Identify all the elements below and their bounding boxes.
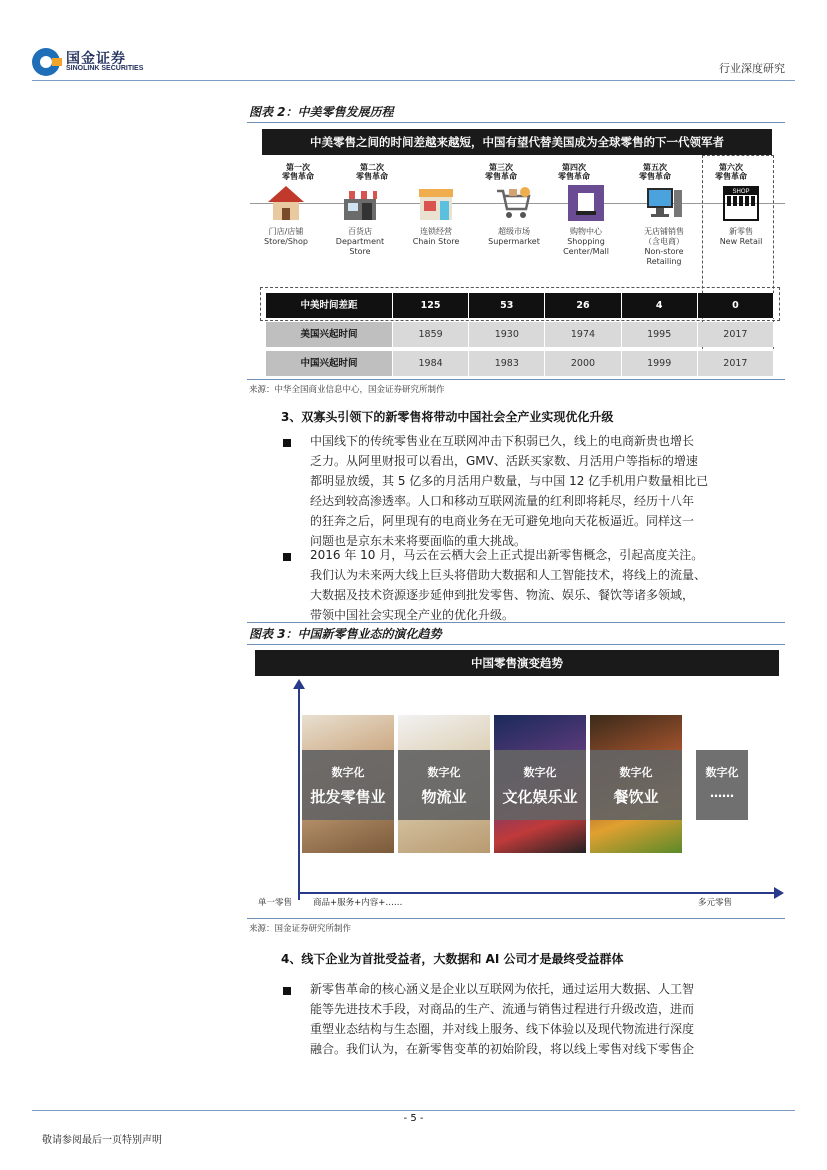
table-cell: 1974	[545, 322, 621, 347]
stage-name: 门店/店铺 Store/Shop	[264, 227, 308, 246]
y-axis-arrow-icon	[293, 679, 305, 689]
logo-text-cn: 国金证券	[66, 51, 126, 67]
table-cell: 125	[393, 293, 469, 318]
stage-label: 第四次 零售革命	[558, 163, 590, 181]
computer-icon	[644, 183, 684, 223]
table-cell: 1930	[469, 322, 545, 347]
stage-name: 无店铺销售 （含电商） Non-store Retailing	[644, 227, 684, 266]
table-cell: 2017	[698, 322, 774, 347]
table-row	[266, 293, 774, 318]
category-prefix: 数字化	[619, 766, 653, 779]
logo-text-en: SINOLINK SECURITIES	[66, 65, 144, 72]
stage-department-store	[324, 163, 396, 257]
x-axis-left-label: 单一零售	[258, 898, 293, 908]
x-axis-mid-label: 商品+服务+内容+……	[313, 898, 403, 908]
shopping-cart-icon	[494, 183, 534, 223]
figure2-title: 图表 2：中美零售发展历程	[249, 105, 394, 119]
stage-label: 第六次 零售革命	[715, 163, 747, 181]
text-line: 新零售革命的核心涵义是企业以互联网为依托，通过运用大数据、人工智	[310, 982, 695, 996]
x-axis-right-label: 多元零售	[698, 898, 733, 908]
figure3-title: 图表 3：中国新零售业态的演化趋势	[249, 627, 442, 641]
stage-label: 第二次 零售革命	[356, 163, 388, 181]
category-name: 文化娱乐业	[502, 788, 578, 806]
figure2-diagram	[250, 125, 785, 377]
text-line: 能等先进技术手段，对商品的生产、流通与销售过程进行升级改造，进而	[310, 1002, 695, 1016]
x-axis-arrow-icon	[774, 887, 784, 899]
text-line: 中国线下的传统零售业在互联网冲击下积弱已久，线上的电商新贵也增长	[310, 434, 695, 448]
table-row	[266, 322, 774, 347]
table-cell: 4	[622, 293, 698, 318]
text-line: 的狂奔之后，阿里现有的电商业务在无可避免地向天花板逼近。同样这一	[310, 514, 695, 528]
mall-icon	[566, 183, 606, 223]
category-box-entertainment	[494, 750, 586, 820]
stage-name: 购物中心 Shopping Center/Mall	[563, 227, 609, 256]
stage-new-retail	[705, 163, 777, 247]
stage-non-store	[628, 163, 700, 267]
table-row	[266, 351, 774, 376]
stage-name: 连锁经营 Chain Store	[412, 227, 460, 246]
category-box-logistics	[398, 750, 490, 820]
time-gap-table	[266, 293, 774, 376]
section4-paragraph-1	[310, 979, 785, 1059]
department-store-icon	[340, 183, 380, 223]
text-line: 我们认为未来两大线上巨头将借助大数据和人工智能技术，将线上的流量、	[310, 568, 707, 582]
stage-label: 第五次 零售革命	[639, 163, 671, 181]
stage-name: 新零售 New Retail	[719, 227, 763, 246]
table-row-header: 中国兴起时间	[266, 351, 393, 376]
stage-name: 超级市场 Supermarket	[488, 227, 540, 246]
y-axis	[298, 685, 300, 900]
disclaimer-note: 敬请参阅最后一页特别声明	[42, 1135, 162, 1146]
stage-label: 第三次 零售革命	[485, 163, 517, 181]
x-axis	[298, 892, 776, 894]
text-line: 带领中国社会实现全产业的优化升级。	[310, 608, 515, 622]
header-divider	[32, 80, 795, 81]
category-prefix: 数字化	[705, 766, 739, 779]
table-cell: 2000	[545, 351, 621, 376]
text-line: 乏力。从阿里财报可以看出，GMV、活跃买家数、月活用户等指标的增速	[310, 454, 698, 468]
category-name: ……	[710, 786, 734, 800]
shop-house-icon	[266, 183, 306, 223]
bullet-marker	[283, 987, 291, 995]
table-cell: 1983	[469, 351, 545, 376]
table-row-header: 美国兴起时间	[266, 322, 393, 347]
doc-type-label: 行业深度研究	[719, 62, 785, 75]
text-line: 大数据及技术资源逐步延伸到批发零售、物流、娱乐、餐饮等诸多领域，	[310, 588, 695, 602]
figure3-banner: 中国零售演变趋势	[255, 650, 779, 676]
text-line: 都明显放缓，其 5 亿多的月活用户数量，与中国 12 亿手机用户数量相比已	[310, 474, 709, 488]
figure2-title-rule	[247, 122, 785, 123]
category-prefix: 数字化	[331, 766, 365, 779]
stage-label: 第一次 零售革命	[282, 163, 314, 181]
bullet-marker	[283, 553, 291, 561]
table-row-header: 中美时间差距	[266, 293, 393, 318]
category-name: 物流业	[421, 788, 467, 806]
figure3-bottom-rule	[247, 918, 785, 919]
table-cell: 0	[698, 293, 774, 318]
stage-label	[400, 163, 472, 183]
category-box-wholesale	[302, 750, 394, 820]
table-cell: 1859	[393, 322, 469, 347]
text-line: 融合。我们认为，在新零售变革的初始阶段，将以线上零售对线下零售企	[310, 1042, 695, 1056]
table-cell: 1999	[622, 351, 698, 376]
category-name: 餐饮业	[613, 788, 659, 806]
table-cell: 26	[545, 293, 621, 318]
section3-heading: 3、双寡头引领下的新零售将带动中国社会全产业实现优化升级	[281, 410, 614, 424]
figure2-source: 来源：中华全国商业信息中心，国金证券研究所制作	[249, 385, 445, 395]
text-line: 问题也是京东未来将要面临的重大挑战。	[310, 534, 527, 548]
stage-supermarket	[478, 163, 550, 247]
section4-heading: 4、线下企业为首批受益者，大数据和 AI 公司才是最终受益群体	[281, 952, 624, 966]
company-logo	[32, 46, 157, 76]
category-box-more	[696, 750, 748, 820]
shop-sign-text: SHOP	[732, 189, 750, 195]
page-number: - 5 -	[403, 1113, 424, 1124]
section3-paragraph-1	[310, 431, 785, 551]
chain-store-icon	[416, 183, 456, 223]
figure3-diagram	[250, 645, 785, 915]
table-cell: 53	[469, 293, 545, 318]
text-line: 经达到较高渗透率。人口和移动互联网流量的红利即将耗尽，经历十八年	[310, 494, 695, 508]
section3-paragraph-2	[310, 545, 785, 625]
figure2-banner: 中美零售之间的时间差越来越短，中国有望代替美国成为全球零售的下一代领军者	[262, 129, 772, 155]
stage-mall	[550, 163, 622, 257]
category-prefix: 数字化	[427, 766, 461, 779]
bullet-marker	[283, 439, 291, 447]
text-line: 重塑业态结构与生态圈，并对线上服务、线下体验以及现代物流进行深度	[310, 1022, 695, 1036]
category-name: 批发零售业	[310, 788, 386, 806]
shop-sign-icon	[721, 183, 761, 223]
figure2-bottom-rule	[247, 379, 785, 380]
table-cell: 2017	[698, 351, 774, 376]
stage-name: 百货店 Department Store	[335, 227, 385, 256]
figure3-source: 来源：国金证券研究所制作	[249, 924, 352, 934]
table-cell: 1995	[622, 322, 698, 347]
footer-divider	[32, 1110, 795, 1111]
stage-store	[250, 163, 322, 247]
category-box-food-service	[590, 750, 682, 820]
stage-chain-store	[400, 163, 472, 247]
figure3-top-rule	[247, 622, 785, 623]
table-cell: 1984	[393, 351, 469, 376]
text-line: 2016 年 10 月，马云在云栖大会上正式提出新零售概念，引起高度关注。	[310, 548, 704, 562]
category-prefix: 数字化	[523, 766, 557, 779]
